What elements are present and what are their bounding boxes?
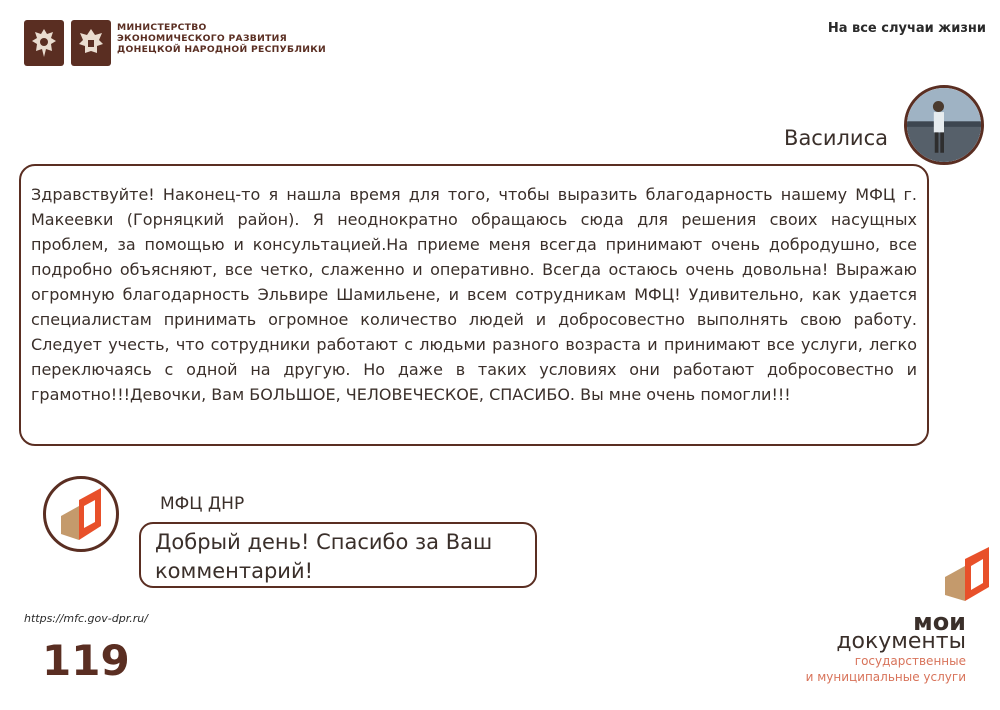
reply-text: Добрый день! Спасибо за Ваш комментарий! bbox=[155, 530, 493, 583]
avatar bbox=[904, 85, 984, 165]
brand-subtitle-1: государственные bbox=[854, 654, 966, 668]
ministry-line-2: ЭКОНОМИЧЕСКОГО РАЗВИТИЯ bbox=[117, 33, 288, 44]
dpr-coat-of-arms-icon bbox=[71, 20, 111, 66]
brand-line-1: мои bbox=[913, 608, 966, 636]
slogan: На все случаи жизни bbox=[827, 21, 986, 36]
moi-dokumenty-logo-icon bbox=[943, 545, 991, 603]
user-photo-icon bbox=[907, 88, 981, 162]
ministry-line-3: ДОНЕЦКОЙ НАРОДНОЙ РЕСПУБЛИКИ bbox=[117, 44, 327, 55]
reply-author: МФЦ ДНР bbox=[160, 494, 245, 514]
russia-coat-of-arms-icon bbox=[24, 20, 64, 66]
ministry-line-1: МИНИСТЕРСТВО bbox=[117, 22, 207, 33]
reply-bubble bbox=[139, 522, 537, 588]
brand-line-2: документы bbox=[836, 629, 966, 654]
review-bubble bbox=[19, 164, 929, 446]
page-number: 119 bbox=[42, 636, 130, 685]
review-author: Василиса bbox=[784, 126, 888, 150]
review-text: Здравствуйте! Наконец-то я нашла время для того, чтобы выразить благодарность нашему МФЦ г. Макеевки (Горняцкий район). Я неоднократно обращаюсь сюда для решения своих насущных проблем, за помощью и консультацией.На приеме меня всегда принимают очень добродушно, все подробно объясняют, все четко, слаженно и оперативно. Всегда остаюсь очень довольна! Выражаю огромную благодарность Эльвире Шамильене, и всем сотрудникам МФЦ! Удивительно, как удается специалистам принимать огромное количество людей и добросовестно выполнять свою работу. Следует учесть, что сотрудники работают с людьми разного возраста и принимают все услуги, легко переключаясь с одной на другую. Но даже в таких условиях они работают добросовестно и грамотно!!!Девочки, Вам БОЛЬШОЕ, ЧЕЛОВЕЧЕСКОЕ, СПАСИБО. Вы мне очень помогли!!! bbox=[31, 185, 917, 404]
mfc-logo-icon bbox=[57, 486, 105, 542]
ministry-name bbox=[117, 22, 357, 55]
site-url[interactable]: https://mfc.gov-dpr.ru/ bbox=[24, 612, 148, 625]
brand-subtitle-2: и муниципальные услуги bbox=[805, 670, 966, 684]
mfc-avatar bbox=[43, 476, 119, 552]
